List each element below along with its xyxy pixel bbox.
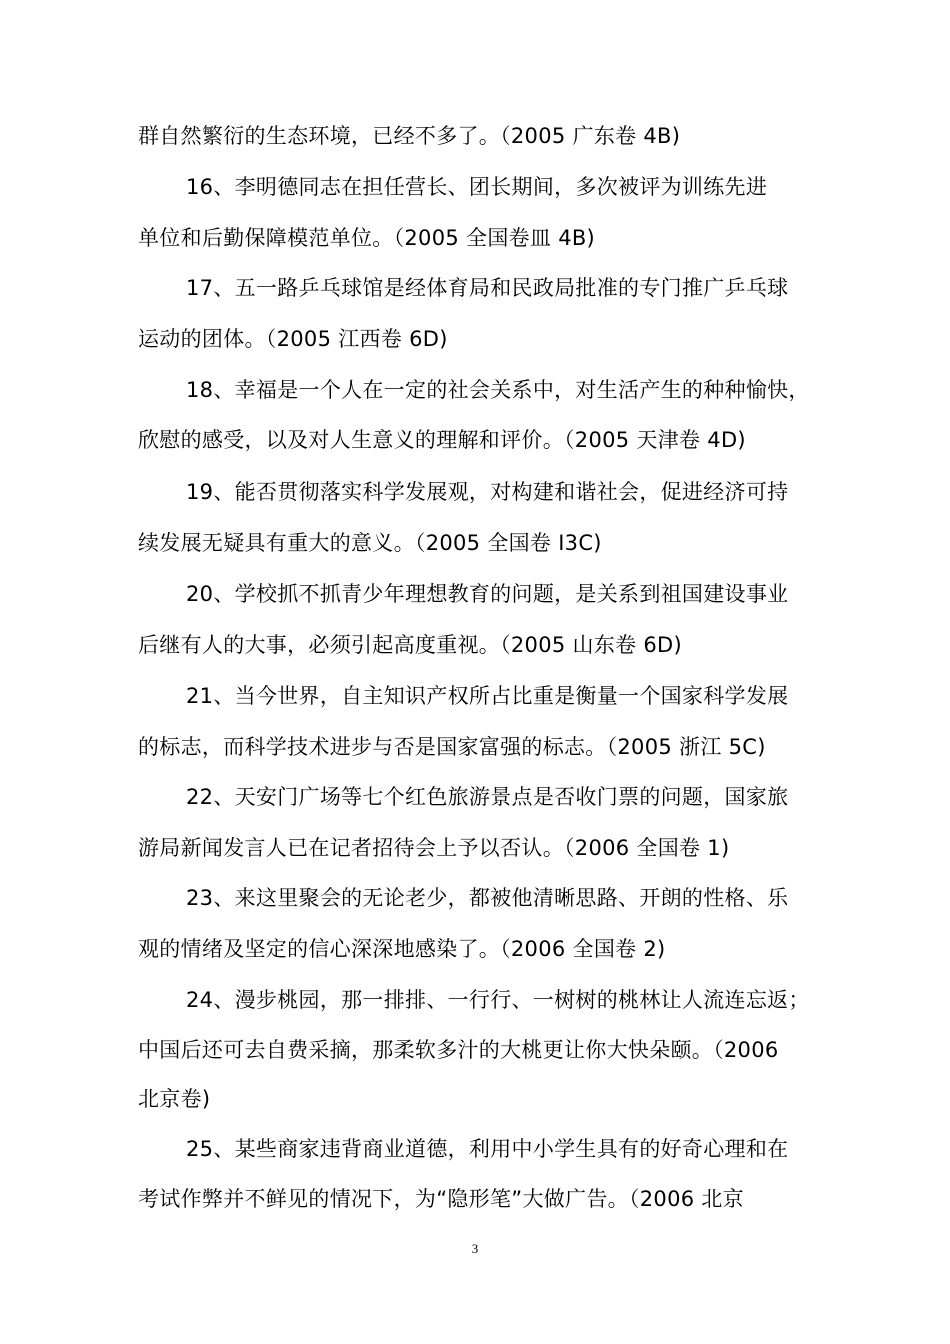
text-line: 运动的团体。（2005 江西卷 6D) xyxy=(138,327,448,351)
text-line: 观的情绪及坚定的信心深深地感染了。（2006 全国卷 2) xyxy=(138,937,666,961)
text-line: 单位和后勤保障模范单位。（2005 全国卷皿 4B) xyxy=(138,226,596,250)
text-line: 考试作弊并不鲜见的情况下，为“隐形笔”大做广告。（2006 北京 xyxy=(138,1187,744,1211)
text-line: 23、来这里聚会的无论老少，都被他清晰思路、开朗的性格、乐 xyxy=(186,886,789,910)
text-line: 北京卷) xyxy=(138,1087,211,1111)
text-line: 的标志，而科学技术进步与否是国家富强的标志。（2005 浙江 5C) xyxy=(138,735,766,759)
text-line: 20、学校抓不抓青少年理想教育的问题，是关系到祖国建设事业 xyxy=(186,582,789,606)
text-line: 19、能否贯彻落实科学发展观，对构建和谐社会，促进经济可持 xyxy=(186,480,789,504)
text-line: 18、幸福是一个人在一定的社会关系中，对生活产生的种种愉快， xyxy=(186,378,810,402)
text-line: 欣慰的感受，以及对人生意义的理解和评价。（2005 天津卷 4D) xyxy=(138,428,746,452)
text-line: 16、李明德同志在担任营长、团长期间，多次被评为训练先进 xyxy=(186,175,768,199)
text-line: 续发展无疑具有重大的意义。（2005 全国卷 I3C) xyxy=(138,531,602,555)
text-line: 25、某些商家违背商业道德，利用中小学生具有的好奇心理和在 xyxy=(186,1137,789,1161)
page-number: 3 xyxy=(471,1241,479,1256)
text-line: 游局新闻发言人已在记者招待会上予以否认。（2006 全国卷 1) xyxy=(138,836,730,860)
text-line: 群自然繁衍的生态环境，已经不多了。（2005 广东卷 4B) xyxy=(138,124,681,148)
text-line: 21、当今世界，自主知识产权所占比重是衡量一个国家科学发展 xyxy=(186,684,789,708)
text-line: 22、天安门广场等七个红色旅游景点是否收门票的问题，国家旅 xyxy=(186,785,789,809)
text-line: 中国后还可去自费采摘，那柔软多汁的大桃更让你大快朵颐。（2006 xyxy=(138,1038,779,1062)
text-line: 17、五一路乒乓球馆是经体育局和民政局批准的专门推广乒乓球 xyxy=(186,276,789,300)
text-line: 24、漫步桃园，那一排排、一行行、一树树的桃林让人流连忘返； xyxy=(186,988,810,1012)
text-line: 后继有人的大事，必须引起高度重视。（2005 山东卷 6D) xyxy=(138,633,683,657)
